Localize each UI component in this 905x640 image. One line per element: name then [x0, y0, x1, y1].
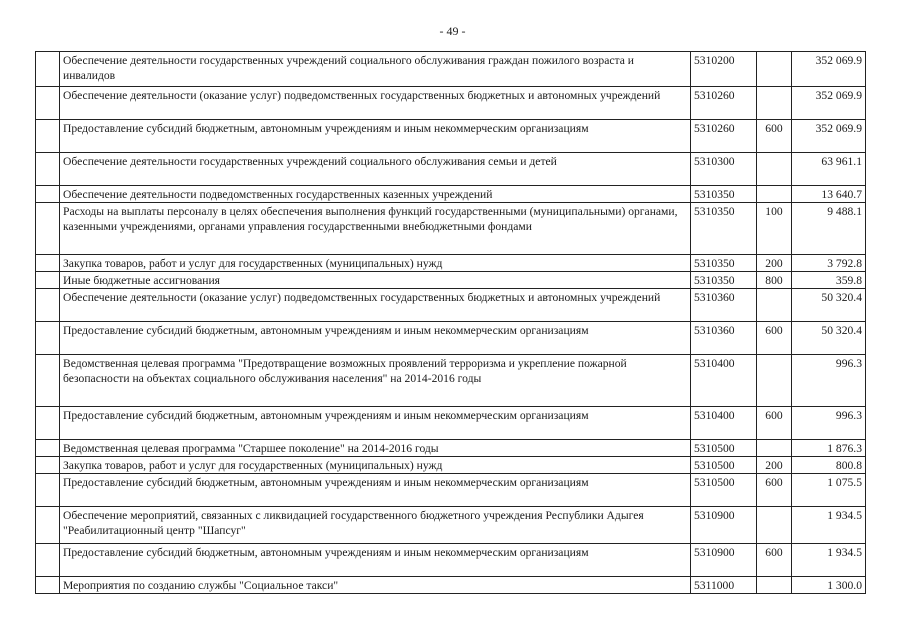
- target-code-cell: 5310360: [691, 289, 757, 322]
- row-margin-cell: [36, 255, 60, 272]
- expense-type-cell: [757, 440, 792, 457]
- table-row: [36, 186, 866, 203]
- expense-name-cell: Обеспечение деятельности государственных учреждений социального обслуживания граждан пожилого возраста и инвалидов: [60, 52, 691, 87]
- row-margin-cell: [36, 203, 60, 255]
- expense-name-cell: Предоставление субсидий бюджетным, автономным учреждениям и иным некоммерческим организациям: [60, 407, 691, 440]
- amount-cell: 1 934.5: [792, 544, 866, 577]
- row-margin-cell: [36, 474, 60, 507]
- table-row: [36, 203, 866, 255]
- amount-cell: 63 961.1: [792, 153, 866, 186]
- table-row: [36, 577, 866, 594]
- table-row: [36, 87, 866, 120]
- amount-cell: 359.8: [792, 272, 866, 289]
- expense-type-cell: 600: [757, 474, 792, 507]
- amount-cell: 800.8: [792, 457, 866, 474]
- row-margin-cell: [36, 120, 60, 153]
- target-code-cell: 5310500: [691, 440, 757, 457]
- amount-cell: 996.3: [792, 407, 866, 440]
- expense-type-cell: 800: [757, 272, 792, 289]
- expense-name-cell: Предоставление субсидий бюджетным, автономным учреждениям и иным некоммерческим организациям: [60, 544, 691, 577]
- amount-cell: 1 876.3: [792, 440, 866, 457]
- expense-type-cell: [757, 507, 792, 544]
- expense-name-cell: Закупка товаров, работ и услуг для государственных (муниципальных) нужд: [60, 255, 691, 272]
- table-row: [36, 507, 866, 544]
- table-row: [36, 153, 866, 186]
- amount-cell: 50 320.4: [792, 289, 866, 322]
- target-code-cell: 5310300: [691, 153, 757, 186]
- table-row: [36, 272, 866, 289]
- expense-name-cell: Мероприятия по созданию службы "Социальное такси": [60, 577, 691, 594]
- expense-type-cell: [757, 153, 792, 186]
- row-margin-cell: [36, 577, 60, 594]
- target-code-cell: 5310500: [691, 457, 757, 474]
- row-margin-cell: [36, 52, 60, 87]
- amount-cell: 1 075.5: [792, 474, 866, 507]
- expense-type-cell: 100: [757, 203, 792, 255]
- expense-name-cell: Ведомственная целевая программа "Старшее поколение" на 2014-2016 годы: [60, 440, 691, 457]
- table-row: [36, 289, 866, 322]
- target-code-cell: 5310500: [691, 474, 757, 507]
- target-code-cell: 5310260: [691, 120, 757, 153]
- expense-name-cell: Обеспечение мероприятий, связанных с ликвидацией государственного бюджетного учреждения Республики Адыгея "Реабилитационный центр "Шапсуг": [60, 507, 691, 544]
- expense-type-cell: [757, 577, 792, 594]
- table-row: [36, 407, 866, 440]
- expense-type-cell: [757, 186, 792, 203]
- expense-name-cell: Закупка товаров, работ и услуг для государственных (муниципальных) нужд: [60, 457, 691, 474]
- target-code-cell: 5310200: [691, 52, 757, 87]
- row-margin-cell: [36, 440, 60, 457]
- row-margin-cell: [36, 544, 60, 577]
- amount-cell: 352 069.9: [792, 87, 866, 120]
- amount-cell: 1 300.0: [792, 577, 866, 594]
- target-code-cell: 5311000: [691, 577, 757, 594]
- expense-name-cell: Предоставление субсидий бюджетным, автономным учреждениям и иным некоммерческим организациям: [60, 474, 691, 507]
- table-row: [36, 355, 866, 407]
- amount-cell: 1 934.5: [792, 507, 866, 544]
- expense-name-cell: Предоставление субсидий бюджетным, автономным учреждениям и иным некоммерческим организациям: [60, 322, 691, 355]
- row-margin-cell: [36, 355, 60, 407]
- target-code-cell: 5310400: [691, 355, 757, 407]
- expense-name-cell: Предоставление субсидий бюджетным, автономным учреждениям и иным некоммерческим организациям: [60, 120, 691, 153]
- expense-type-cell: 600: [757, 120, 792, 153]
- amount-cell: 9 488.1: [792, 203, 866, 255]
- expense-type-cell: [757, 52, 792, 87]
- budget-table: [35, 51, 866, 594]
- table-row: [36, 120, 866, 153]
- table-row: [36, 457, 866, 474]
- target-code-cell: 5310900: [691, 544, 757, 577]
- row-margin-cell: [36, 507, 60, 544]
- row-margin-cell: [36, 186, 60, 203]
- row-margin-cell: [36, 153, 60, 186]
- page-number: - 49 -: [439, 24, 466, 38]
- target-code-cell: 5310360: [691, 322, 757, 355]
- expense-type-cell: [757, 355, 792, 407]
- amount-cell: 996.3: [792, 355, 866, 407]
- expense-name-cell: Ведомственная целевая программа "Предотвращение возможных проявлений терроризма и укрепление пожарной безопасности на объектах социального обслуживания населения" на 2014-2016 годы: [60, 355, 691, 407]
- table-row: [36, 440, 866, 457]
- amount-cell: 352 069.9: [792, 120, 866, 153]
- target-code-cell: 5310350: [691, 203, 757, 255]
- amount-cell: 13 640.7: [792, 186, 866, 203]
- expense-type-cell: 200: [757, 457, 792, 474]
- expense-type-cell: 200: [757, 255, 792, 272]
- row-margin-cell: [36, 289, 60, 322]
- row-margin-cell: [36, 272, 60, 289]
- expense-name-cell: Обеспечение деятельности подведомственных государственных казенных учреждений: [60, 186, 691, 203]
- expense-name-cell: Обеспечение деятельности (оказание услуг) подведомственных государственных бюджетных и автономных учреждений: [60, 87, 691, 120]
- table-row: [36, 474, 866, 507]
- expense-type-cell: 600: [757, 322, 792, 355]
- expense-name-cell: Обеспечение деятельности государственных учреждений социального обслуживания семьи и детей: [60, 153, 691, 186]
- target-code-cell: 5310350: [691, 186, 757, 203]
- table-row: [36, 52, 866, 87]
- target-code-cell: 5310350: [691, 272, 757, 289]
- amount-cell: 352 069.9: [792, 52, 866, 87]
- row-margin-cell: [36, 407, 60, 440]
- row-margin-cell: [36, 457, 60, 474]
- expense-name-cell: Расходы на выплаты персоналу в целях обеспечения выполнения функций государственными (муниципальными) органами, казенными учреждениями, органами управления государственными внебюджетными фондами: [60, 203, 691, 255]
- expense-type-cell: 600: [757, 407, 792, 440]
- expense-type-cell: [757, 87, 792, 120]
- expense-type-cell: [757, 289, 792, 322]
- table-row: [36, 544, 866, 577]
- amount-cell: 50 320.4: [792, 322, 866, 355]
- expense-name-cell: Иные бюджетные ассигнования: [60, 272, 691, 289]
- target-code-cell: 5310350: [691, 255, 757, 272]
- row-margin-cell: [36, 87, 60, 120]
- expense-name-cell: Обеспечение деятельности (оказание услуг) подведомственных государственных бюджетных и автономных учреждений: [60, 289, 691, 322]
- expense-type-cell: 600: [757, 544, 792, 577]
- amount-cell: 3 792.8: [792, 255, 866, 272]
- table-row: [36, 322, 866, 355]
- table-row: [36, 255, 866, 272]
- target-code-cell: 5310400: [691, 407, 757, 440]
- target-code-cell: 5310900: [691, 507, 757, 544]
- target-code-cell: 5310260: [691, 87, 757, 120]
- row-margin-cell: [36, 322, 60, 355]
